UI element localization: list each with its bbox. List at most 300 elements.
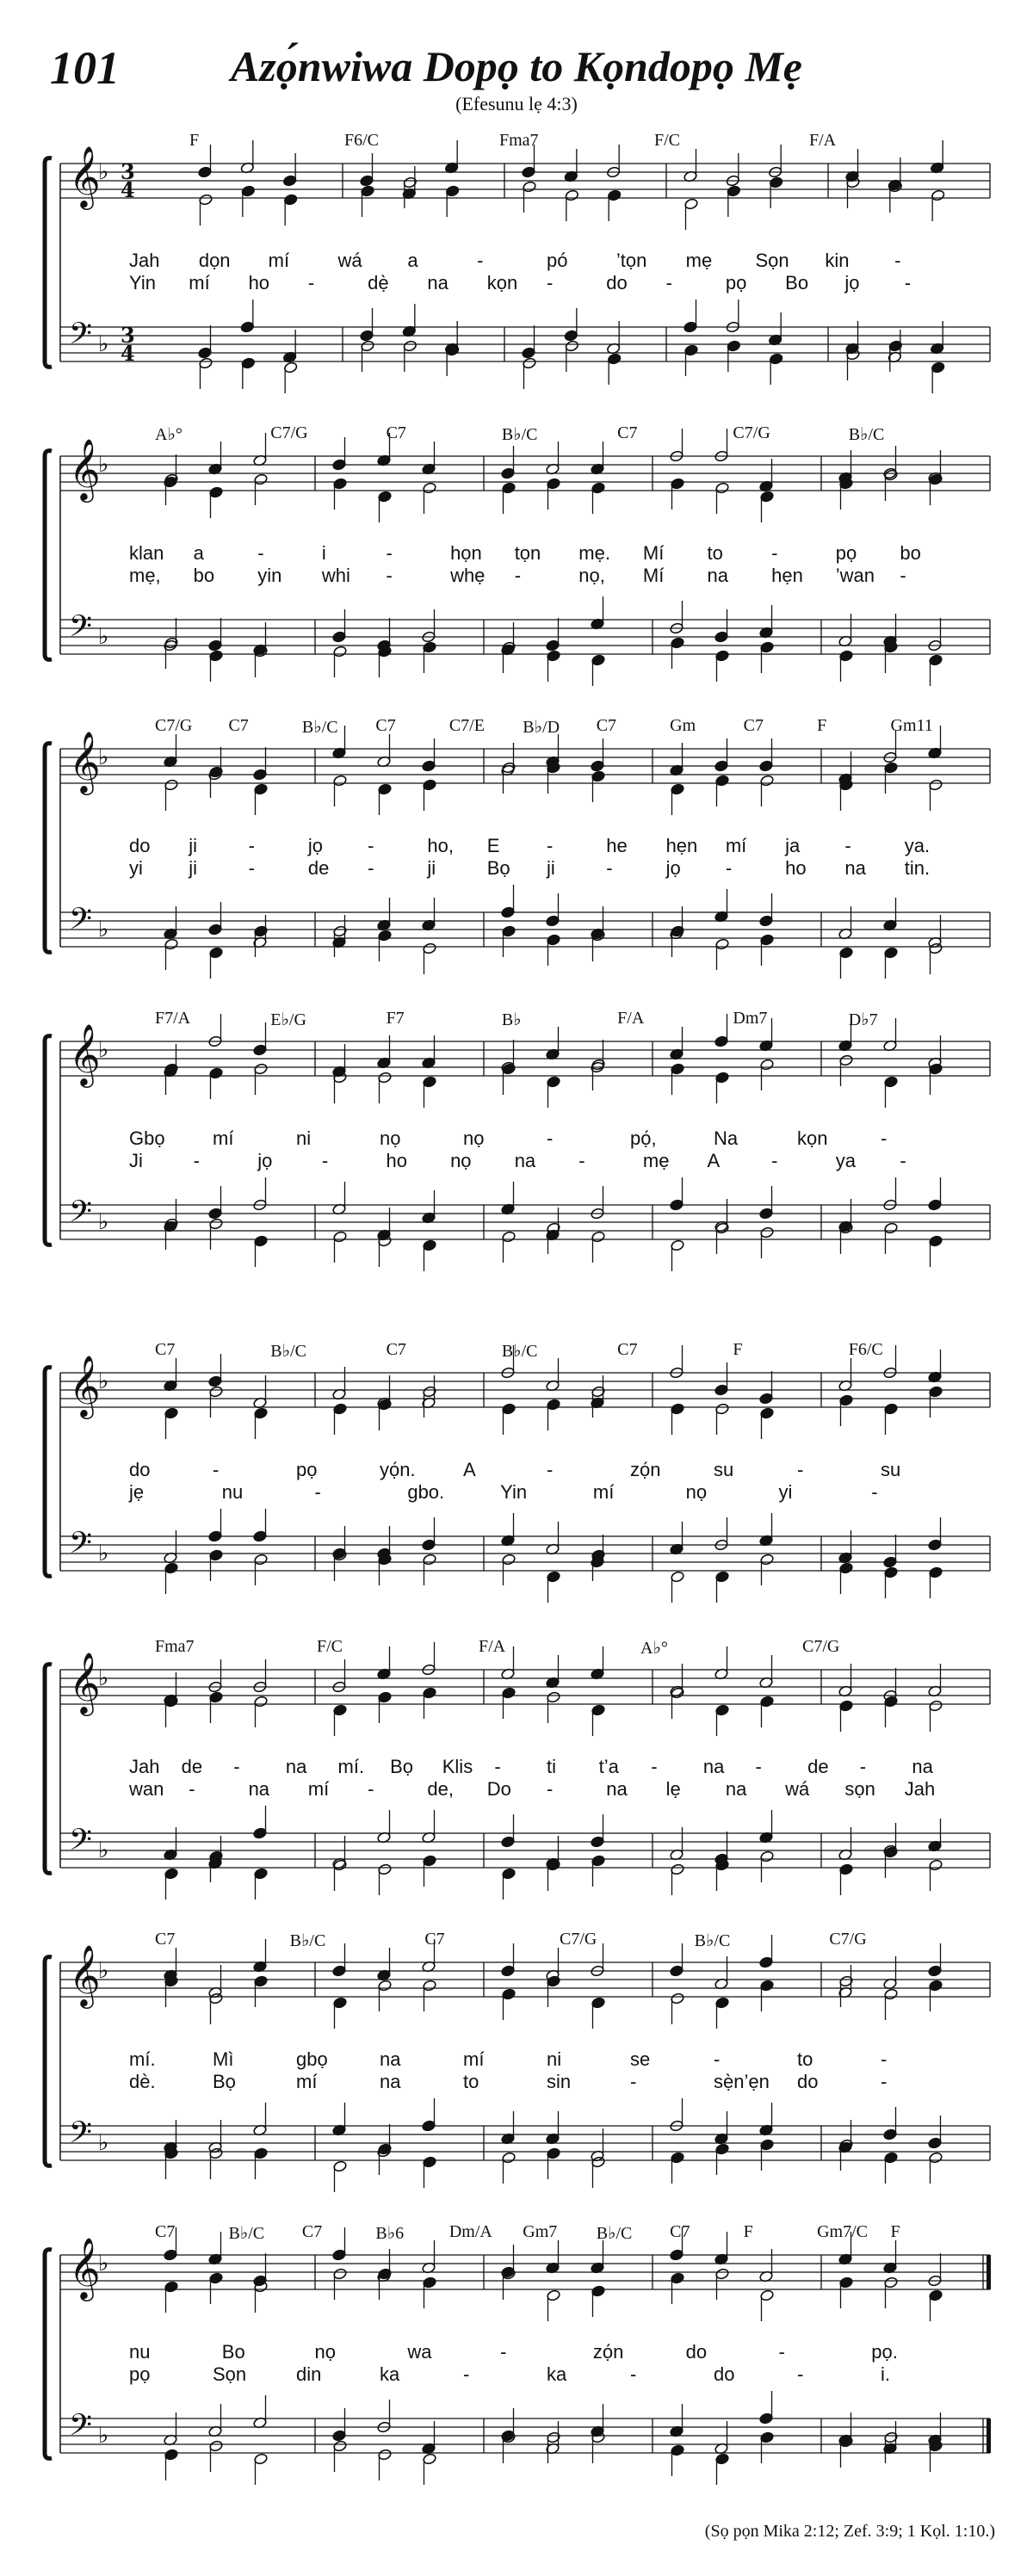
note-head: [501, 906, 516, 918]
note-head: [727, 185, 741, 197]
system-brace: [45, 451, 52, 660]
note-head: [547, 650, 561, 662]
note-head: [333, 478, 348, 490]
note-head: [547, 1571, 561, 1583]
flat-key-signature-icon: ♭: [98, 917, 109, 942]
note-head: [607, 189, 622, 201]
note-head: [209, 486, 224, 498]
chord-symbol: C7: [670, 2222, 690, 2241]
note-head: [333, 1403, 348, 1415]
note-head: [422, 760, 436, 772]
note-head: [164, 2449, 179, 2461]
note-head: [523, 357, 537, 369]
verse2-lyric: Bo: [785, 272, 809, 293]
treble-clef-icon: 𝄞: [69, 1022, 101, 1085]
chord-symbol: C7: [155, 2222, 176, 2241]
note-head: [253, 1530, 268, 1542]
note-head: [378, 930, 393, 942]
note-head: [715, 2143, 730, 2155]
note-head: [254, 1235, 269, 1247]
note-head: [931, 189, 945, 201]
chord-symbol: Gm7: [523, 2222, 558, 2241]
verse2-lyric: dè.: [129, 2071, 156, 2092]
note-head: [254, 1063, 269, 1075]
note-head: [929, 1063, 943, 1075]
verse2-lyric: ho: [386, 1150, 407, 1171]
note-head: [565, 189, 579, 201]
note-head: [671, 1063, 685, 1075]
verse1-lyric: -: [844, 835, 851, 856]
verse1-lyric: ni: [547, 2048, 562, 2070]
note-head: [928, 1965, 943, 1977]
note-head: [607, 353, 622, 365]
flat-key-signature-icon: ♭: [98, 1368, 109, 1394]
verse2-lyric: -: [578, 1150, 585, 1171]
note-head: [253, 769, 268, 781]
note-head: [715, 775, 730, 787]
chord-symbol: C7: [424, 1930, 445, 1949]
note-head: [760, 641, 775, 653]
note-head: [283, 194, 298, 206]
chord-symbol: C7: [228, 716, 249, 735]
system-brace: [45, 2250, 52, 2459]
system-brace: [45, 744, 52, 953]
staff-graphics: [34, 1919, 999, 2203]
note-head: [684, 198, 699, 210]
verse1-lyric: su: [881, 1459, 901, 1480]
verse2-lyric: ji: [547, 857, 555, 879]
chord-symbol: C7: [301, 2222, 323, 2241]
note-head: [684, 344, 699, 356]
verse2-lyric: kọn: [486, 272, 518, 293]
verse1-lyric: mí: [725, 835, 747, 856]
verse1-lyric: ho,: [427, 835, 455, 856]
verse2-lyric: Bọ: [486, 857, 510, 879]
note-head: [760, 775, 775, 787]
verse2-lyric: A: [707, 1150, 721, 1171]
verse2-lyric: na: [248, 1778, 270, 1800]
note-head: [714, 760, 729, 772]
note-head: [208, 1208, 223, 1220]
chord-symbol: F7: [386, 1009, 405, 1028]
verse2-lyric: jọ: [257, 1150, 273, 1171]
note-head: [591, 1997, 606, 2009]
note-head: [378, 1980, 393, 1992]
note-head: [684, 321, 698, 333]
final-barline-thick: [987, 2255, 991, 2289]
music-system-6: [34, 1627, 999, 1911]
verse2-lyric: ka: [547, 2363, 567, 2385]
note-head: [209, 1218, 224, 1230]
note-head: [760, 1850, 775, 1863]
flat-key-signature-icon: ♭: [98, 1037, 109, 1063]
note-head: [333, 1997, 348, 2009]
verse2-lyric: Bọ: [213, 2071, 236, 2092]
note-head: [209, 650, 224, 662]
note-head: [333, 2160, 348, 2172]
verse1-lyric: Klis: [442, 1756, 473, 1777]
flat-key-signature-icon: ♭: [98, 1958, 109, 1984]
verse1-lyric: na: [702, 1756, 725, 1777]
verse2-lyric: whẹ: [450, 565, 486, 586]
note-head: [928, 1199, 943, 1211]
verse1-lyric: to: [707, 542, 723, 564]
verse1-lyric: he: [606, 835, 628, 856]
verse1-lyric: do: [129, 1459, 151, 1480]
verse2-lyric: -: [368, 857, 374, 879]
music-system-2: [34, 413, 999, 697]
note-head: [501, 1836, 516, 1848]
note-head: [883, 2128, 898, 2140]
note-head: [671, 478, 685, 490]
verse1-lyric: Mì: [213, 2048, 234, 2070]
note-head: [591, 2156, 606, 2168]
note-head: [283, 361, 298, 374]
verse2-lyric: -: [900, 565, 906, 586]
note-head: [547, 1399, 561, 1411]
verse2-lyric: sẹ̀n’ẹn: [714, 2071, 770, 2092]
note-head: [378, 1863, 393, 1875]
verse1-lyric: -: [233, 1756, 240, 1777]
note-head: [670, 1965, 684, 1977]
verse2-lyric: na: [844, 857, 866, 879]
verse2-lyric: dẹ̀: [368, 272, 389, 293]
note-head: [502, 482, 516, 494]
verse2-lyric: ka: [380, 2363, 400, 2385]
verse2-lyric: wan: [129, 1778, 164, 1800]
verse1-lyric: pọ: [835, 542, 857, 564]
note-head: [671, 1992, 685, 2005]
system-brace: [45, 158, 52, 368]
music-system-8: [34, 2212, 999, 2496]
verse2-lyric: -: [900, 1150, 906, 1171]
verse1-lyric: pọ: [296, 1459, 318, 1480]
chord-symbol: C7/G: [829, 1930, 867, 1949]
chord-symbol: Gm: [670, 716, 696, 735]
chord-symbol: F/C: [317, 1637, 343, 1656]
verse1-lyric: na: [912, 1756, 933, 1777]
note-head: [714, 631, 729, 643]
verse1-lyric: mí: [213, 1127, 234, 1149]
note-head: [769, 176, 783, 188]
note-head: [423, 1980, 437, 1992]
verse2-lyric: mí: [307, 1778, 330, 1800]
note-head: [423, 1239, 437, 1251]
note-head: [422, 1539, 436, 1551]
flat-key-signature-icon: ♭: [98, 2130, 109, 2156]
note-head: [423, 2156, 437, 2168]
verse1-lyric: Mí: [642, 542, 665, 564]
bass-clef-icon: 𝄢: [69, 2115, 93, 2157]
verse2-lyric: pọ: [129, 2363, 151, 2385]
verse1-lyric: nọ: [314, 2341, 337, 2363]
note-head: [282, 175, 297, 187]
note-head: [928, 1539, 943, 1551]
note-head: [760, 1554, 775, 1566]
note-head: [671, 1571, 685, 1583]
verse2-lyric: sọn: [844, 1778, 875, 1800]
note-head: [929, 2152, 943, 2164]
chord-symbol: F/A: [479, 1637, 506, 1656]
verse1-lyric: pó: [547, 250, 568, 271]
chord-symbol: F: [189, 131, 200, 150]
treble-clef-icon: 𝄞: [69, 145, 101, 207]
note-head: [253, 2275, 268, 2287]
note-head: [198, 166, 213, 178]
note-head: [241, 357, 256, 369]
note-head: [208, 1530, 223, 1542]
note-head: [208, 924, 223, 936]
note-head: [929, 1859, 943, 1871]
verse1-lyric: nọ: [463, 1127, 485, 1149]
note-head: [769, 353, 783, 365]
verse2-lyric: -: [871, 1481, 878, 1503]
note-head: [333, 1231, 348, 1243]
note-head: [714, 1035, 729, 1047]
note-head: [253, 1827, 268, 1839]
note-head: [253, 1044, 268, 1056]
note-head: [591, 1704, 606, 1716]
verse2-lyric: -: [386, 565, 393, 586]
verse2-lyric: nu: [221, 1481, 244, 1503]
note-head: [760, 1059, 775, 1071]
note-head: [671, 637, 685, 649]
verse1-lyric: t’a: [598, 1756, 619, 1777]
verse1-lyric: dọn: [198, 250, 231, 271]
verse1-lyric: kin: [825, 250, 850, 271]
verse2-lyric: ya: [835, 1150, 857, 1171]
note-head: [422, 2120, 436, 2132]
chord-symbol: F7/A: [155, 1009, 191, 1028]
verse1-lyric: ya.: [904, 835, 931, 856]
note-head: [884, 947, 899, 959]
verse2-lyric: de,: [427, 1778, 455, 1800]
note-head: [884, 1988, 899, 2000]
verse2-lyric: -: [881, 2071, 888, 2092]
chord-symbol: E♭/G: [270, 1010, 306, 1029]
chord-symbol: C7/G: [560, 1930, 597, 1949]
verse1-lyric: -: [755, 1756, 762, 1777]
verse1-lyric: de: [807, 1756, 829, 1777]
chord-symbol: B♭/C: [501, 1342, 538, 1361]
verse1-lyric: -: [859, 1756, 867, 1777]
verse1-lyric: a: [193, 542, 204, 564]
treble-time-signature-bottom: 4: [121, 177, 135, 202]
note-head: [564, 330, 578, 342]
note-head: [671, 2272, 685, 2284]
note-head: [208, 639, 223, 652]
note-head: [254, 2453, 269, 2465]
note-head: [522, 347, 536, 359]
flat-key-signature-icon: ♭: [98, 331, 109, 357]
verse1-lyric: su: [714, 1459, 734, 1480]
note-head: [929, 1235, 943, 1247]
chord-symbol: Gm7/C: [817, 2222, 868, 2241]
staff-graphics: [34, 706, 999, 990]
note-head: [929, 1566, 943, 1578]
verse1-lyric: do: [129, 835, 151, 856]
system-brace: [45, 1036, 52, 1245]
note-head: [332, 631, 347, 643]
verse1-lyric: pọ.: [871, 2341, 898, 2363]
chord-symbol: Gm11: [890, 716, 933, 735]
verse1-lyric: -: [494, 1756, 501, 1777]
note-head: [715, 1403, 730, 1415]
note-head: [209, 1691, 224, 1703]
note-head: [523, 181, 537, 193]
note-head: [423, 641, 437, 653]
verse2-lyric: -: [771, 1150, 778, 1171]
note-head: [423, 2453, 437, 2465]
note-head: [547, 934, 561, 946]
verse2-lyric: ho: [248, 272, 270, 293]
note-head: [378, 1691, 393, 1703]
note-head: [502, 925, 516, 937]
verse2-lyric: bo: [193, 565, 215, 586]
treble-clef-icon: 𝄞: [69, 2236, 101, 2299]
note-head: [715, 938, 730, 950]
chord-symbol: C7: [155, 1930, 176, 1949]
verse1-lyric: to: [797, 2048, 813, 2070]
verse1-lyric: ti: [547, 1756, 556, 1777]
flat-key-signature-icon: ♭: [98, 1665, 109, 1691]
verse2-lyric: -: [321, 1150, 329, 1171]
system-brace: [45, 1957, 52, 2166]
note-head: [565, 340, 579, 352]
verse1-lyric: na: [285, 1756, 307, 1777]
verse2-lyric: Yin: [500, 1481, 528, 1503]
chord-symbol: C7: [386, 1340, 406, 1359]
note-head: [715, 1072, 730, 1084]
note-head: [423, 1554, 437, 1566]
verse1-lyric: tọn: [514, 542, 541, 564]
note-head: [241, 185, 256, 197]
flat-key-signature-icon: ♭: [98, 2423, 109, 2449]
verse2-lyric: Sọn: [213, 2363, 247, 2385]
bass-clef-icon: 𝄢: [69, 1194, 93, 1236]
note-head: [759, 1208, 774, 1220]
verse1-lyric: mí.: [129, 2048, 156, 2070]
note-head: [164, 1407, 179, 1419]
verse2-lyric: wá: [785, 1778, 810, 1800]
note-head: [164, 1562, 179, 1574]
verse2-lyric: yi: [129, 857, 143, 879]
note-head: [254, 2147, 269, 2159]
note-head: [884, 1076, 899, 1088]
note-head: [884, 1566, 899, 1578]
note-head: [839, 1863, 854, 1875]
note-head: [164, 1868, 179, 1880]
chord-symbol: B♭/C: [848, 425, 885, 444]
note-head: [929, 942, 943, 954]
flat-key-signature-icon: ♭: [98, 1209, 109, 1235]
note-head: [209, 1067, 224, 1079]
verse1-lyric: yọ́n.: [380, 1459, 416, 1480]
note-head: [670, 1199, 684, 1211]
verse2-lyric: -: [189, 1778, 195, 1800]
verse2-lyric: lẹ: [665, 1778, 681, 1800]
note-head: [591, 770, 606, 782]
chord-symbol: C7: [743, 716, 764, 735]
note-head: [760, 1226, 775, 1239]
verse1-lyric: klan: [129, 542, 164, 564]
note-head: [591, 1231, 606, 1243]
verse1-lyric: mí.: [337, 1756, 365, 1777]
verse2-lyric: -: [463, 2363, 470, 2385]
verse2-lyric: -: [368, 1778, 374, 1800]
note-head: [332, 2249, 347, 2261]
note-head: [209, 1549, 224, 1561]
verse2-lyric: mí: [296, 2071, 318, 2092]
verse2-lyric: do: [797, 2071, 819, 2092]
chord-symbol: C7/G: [155, 716, 193, 735]
music-system-7: [34, 1919, 999, 2203]
note-head: [209, 947, 224, 959]
verse2-lyric: jẹ: [129, 1481, 145, 1503]
chord-symbol: D♭7: [848, 1010, 878, 1029]
note-head: [361, 340, 375, 352]
verse1-lyric: -: [248, 835, 255, 856]
note-head: [760, 2431, 775, 2443]
bass-time-signature-top: 3: [121, 323, 135, 348]
note-head: [671, 1403, 685, 1415]
verse2-lyric: tin.: [904, 857, 931, 879]
chord-symbol: Fma7: [499, 131, 539, 150]
chord-symbol: F/C: [654, 131, 681, 150]
note-head: [209, 2440, 224, 2452]
verse1-lyric: wá: [337, 250, 362, 271]
note-head: [502, 1868, 516, 1880]
bass-clef-icon: 𝄢: [69, 608, 93, 651]
note-head: [884, 762, 899, 774]
note-head: [423, 482, 437, 494]
note-head: [423, 942, 437, 954]
verse2-lyric: na: [514, 1150, 536, 1171]
chord-symbol: C7/G: [733, 423, 770, 442]
note-head: [445, 185, 460, 197]
staff-graphics: [34, 1330, 999, 1614]
verse1-lyric: mẹ.: [578, 542, 610, 564]
note-head: [333, 1704, 348, 1716]
chord-symbol: B♭/C: [694, 1931, 731, 1950]
note-head: [591, 654, 606, 666]
note-head: [209, 1386, 224, 1398]
flat-key-signature-icon: ♭: [98, 1541, 109, 1566]
note-head: [378, 783, 393, 795]
verse2-lyric: jọ: [665, 857, 681, 879]
verse1-lyric: Jah: [129, 250, 160, 271]
chord-symbol: C7: [617, 423, 638, 442]
bass-clef-icon: 𝄢: [69, 1822, 93, 1864]
staff-graphics: [34, 998, 999, 1282]
chord-symbol: A♭°: [640, 1639, 668, 1658]
verse1-lyric: A: [463, 1459, 476, 1480]
note-head: [333, 2440, 348, 2452]
note-head: [760, 1980, 775, 1992]
chord-symbol: B♭/C: [289, 1931, 326, 1950]
verse1-lyric: i: [321, 542, 326, 564]
note-head: [501, 1965, 516, 1977]
chord-symbol: B♭/C: [501, 425, 538, 444]
verse2-lyric: mẹ,: [129, 565, 161, 586]
note-head: [547, 1975, 561, 1987]
chord-symbol: C7/E: [448, 716, 485, 735]
verse1-lyric: mí: [268, 250, 290, 271]
verse1-lyric: -: [778, 2341, 785, 2363]
chord-symbol: F: [817, 716, 827, 735]
note-head: [522, 166, 536, 178]
note-head: [502, 1231, 516, 1243]
